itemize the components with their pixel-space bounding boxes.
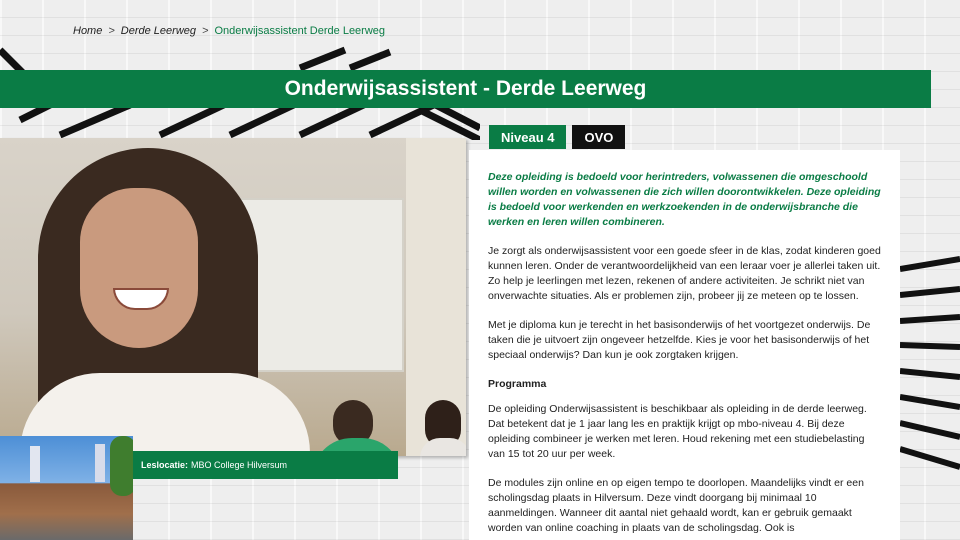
paragraph: Met je diploma kun je terecht in het basisonderwijs of het voortgezet onderwijs. De taken die je uitvoert zijn ongeveer hetzelfde. Kies je voor het basisonderwijs of het speciaal onderwijs? Dan kun je ook zorgtaken krijgen. <box>488 319 871 361</box>
tree-icon <box>110 436 133 496</box>
hero-photo <box>0 138 466 456</box>
breadcrumb-home-link[interactable]: Home <box>73 25 103 37</box>
level-badge: Niveau 4 <box>489 125 566 149</box>
location-photo <box>0 436 133 540</box>
breadcrumb-separator: > <box>108 25 115 37</box>
breadcrumb-derde-leerweg-link[interactable]: Derde Leerweg <box>120 25 196 37</box>
paragraph: De modules zijn online en op eigen tempo te doorlopen. Maandelijks vindt er een scholingsdag plaats in Hilversum. Deze vindt doorgang bij minimaal 10 aanmeldingen. Wanneer dit aantal niet gehaald wordt, kan er gebruik gemaakt worden van online coaching in plaats van de scholingsdag. Ook is <box>488 477 864 534</box>
breadcrumb-current: Onderwijsassistent Derde Leerweg <box>214 25 386 37</box>
description-panel <box>469 150 900 540</box>
flag-icon <box>95 444 105 482</box>
page-title: Onderwijsassistent - Derde Leerweg <box>284 77 647 100</box>
intro-text: Deze opleiding is bedoeld voor herintreders, volwassenen die omgeschoold willen worden en volwassenen die zich willen doorontwikkelen. Deze opleiding is bedoeld voor werkenden en werkzoekenden in de onderwijsbranche die werken en leren willen combineren. <box>488 171 881 228</box>
woman-face <box>80 188 198 348</box>
breadcrumb-separator: > <box>202 25 209 37</box>
paragraph: Je zorgt als onderwijsassistent voor een goede sfeer in de klas, zodat kinderen goed kunnen leren. Onder de verantwoordelijkheid van een leraar voer je allerlei taken uit. Zo help je leerlingen met lezen, rekenen of andere activiteiten. Je schrikt niet van onverwachte situaties. Als er problemen zijn, probeer jij ze meteen op te lossen. <box>488 245 881 302</box>
location-value: MBO College Hilversum <box>191 460 288 470</box>
section-heading: Programma <box>488 378 547 390</box>
flag-icon <box>30 446 40 482</box>
breadcrumb <box>73 25 385 37</box>
type-badge: OVO <box>572 125 625 149</box>
decorative-stripes-right <box>900 255 960 495</box>
badges <box>489 125 625 149</box>
location-label: Leslocatie: <box>141 460 189 470</box>
paragraph: De opleiding Onderwijsassistent is beschikbaar als opleiding in de derde leerweg. Dat betekent dat je 1 jaar lang les en praktijk krijgt op mbo-niveau 4. Bij deze opleiding combineer je werken met leren. Houd rekening met een studiebelasting van 15 tot 20 uur per week. <box>488 403 867 460</box>
location-bar <box>133 451 398 479</box>
page-title-bar <box>0 70 931 108</box>
